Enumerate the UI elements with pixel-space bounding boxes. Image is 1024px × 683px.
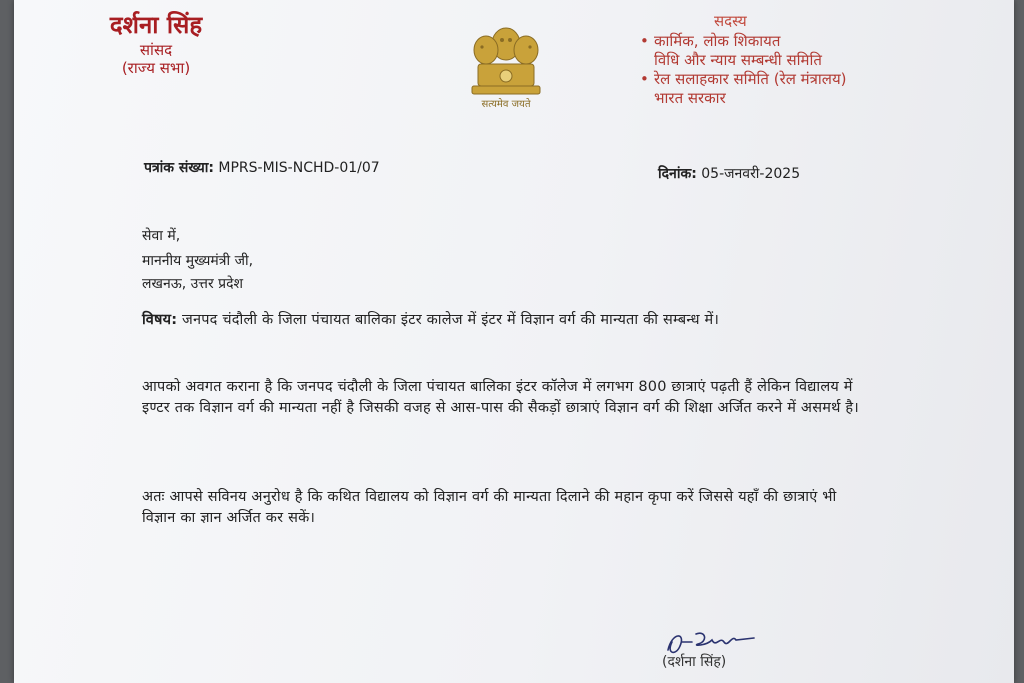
committee-line: कार्मिक, लोक शिकायत: [654, 32, 781, 50]
sender-designation: सांसद: [139, 41, 173, 59]
sender-name: दर्शना सिंह: [109, 11, 203, 39]
date-label: दिनांक:: [658, 166, 697, 182]
committee-item: [640, 32, 822, 70]
body-paragraph: अतः आपसे सविनय अनुरोध है कि कथित विद्यालय को विज्ञान वर्ग की मान्यता दिलाने की महान कृपा करें जिससे यहाँ की छात्राएं भी विज्ञान का ज्ञान अर्जित कर सकें।: [142, 489, 837, 526]
subject-paragraph: [142, 310, 862, 331]
letter-date: [658, 164, 800, 183]
letter-page: [14, 0, 1014, 683]
subject-label: विषय:: [142, 312, 178, 328]
member-heading: सदस्य: [714, 12, 747, 30]
emblem-caption: सत्यमेव जयते: [481, 99, 531, 110]
bullet-icon: •: [640, 32, 649, 50]
bullet-icon: •: [640, 70, 649, 88]
signatory-name: (दर्शना सिंह): [662, 654, 727, 670]
sender-house: (राज्य सभा): [121, 59, 191, 77]
reference-value: MPRS-MIS-NCHD-01/07: [218, 160, 380, 176]
date-value: 05-जनवरी-2025: [701, 166, 801, 182]
committee-item: [640, 70, 847, 108]
committee-line: रेल सलाहकार समिति (रेल मंत्रालय): [654, 70, 847, 88]
addressee-line: लखनऊ, उत्तर प्रदेश: [142, 276, 244, 292]
addressee-line: सेवा में,: [142, 228, 181, 244]
body-paragraph: आपको अवगत कराना है कि जनपद चंदौली के जिला पंचायत बालिका इंटर कॉलेज में लगभग 800 छात्राएं पढ़ती हैं लेकिन विद्यालय में इण्टर तक विज्ञान वर्ग की मान्यता नहीं है जिसकी वजह से आस-पास की सैकड़ों छात्राएं विज्ञान वर्ग की शिक्षा अर्जित करने में असमर्थ है।: [142, 379, 859, 416]
committee-line: भारत सरकार: [654, 89, 726, 107]
subject-text: जनपद चंदौली के जिला पंचायत बालिका इंटर कालेज में इंटर में विज्ञान वर्ग की मान्यता की सम्बन्ध में।: [182, 312, 720, 328]
addressee-line: माननीय मुख्यमंत्री जी,: [142, 253, 254, 269]
reference-label: पत्रांक संख्या:: [144, 160, 214, 176]
reference-number: [144, 158, 380, 177]
committee-line: विधि और न्याय सम्बन्धी समिति: [654, 51, 822, 69]
